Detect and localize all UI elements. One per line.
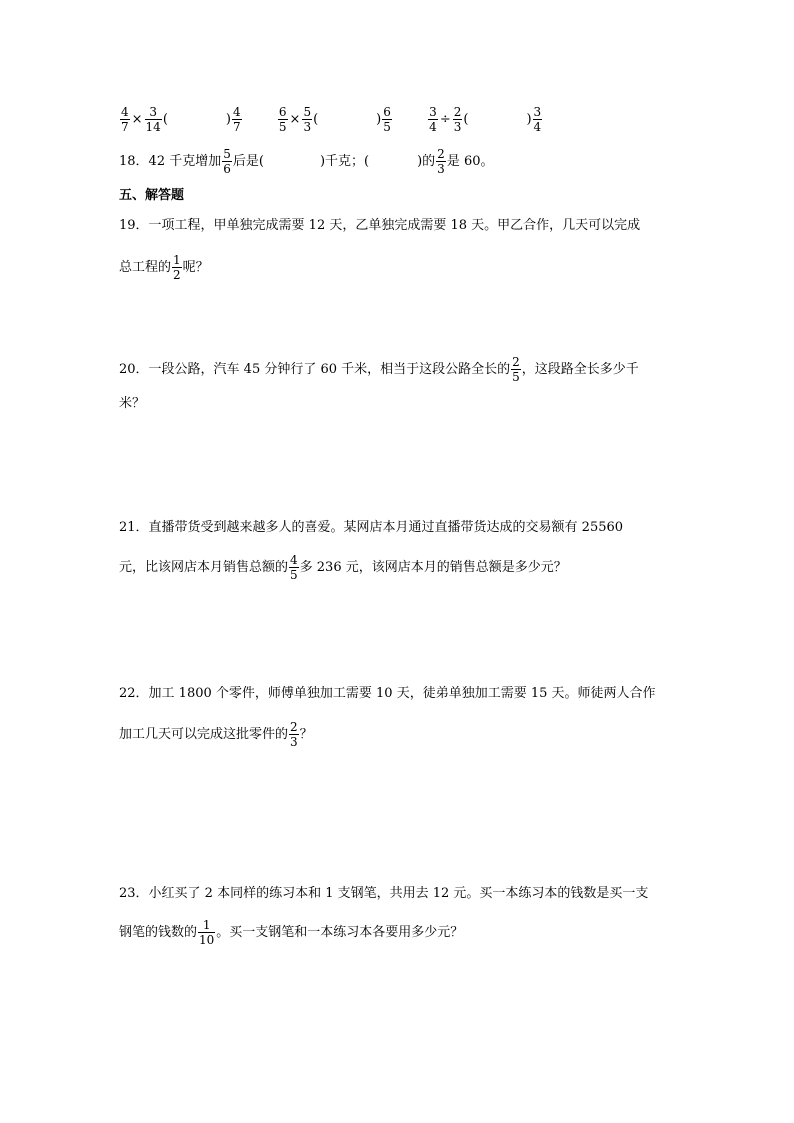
fraction: $\frac{4}{5}$ bbox=[290, 553, 298, 582]
fraction: $\frac{5}{6}$ bbox=[223, 147, 231, 176]
fraction: $\frac{1}{10}$ bbox=[199, 918, 215, 947]
operator: × bbox=[131, 112, 143, 127]
blank-close-paren: ) bbox=[526, 112, 532, 127]
operator: × bbox=[289, 112, 301, 127]
fraction: $\frac{4}{7}$ bbox=[121, 105, 129, 134]
fraction: $\frac{6}{5}$ bbox=[383, 105, 391, 134]
fraction: $\frac{6}{5}$ bbox=[278, 105, 287, 134]
q18-line: 18．42 千克增加 $\frac{5}{6}$ 后是( )千克；( )的 $\frac{2}{3}$ 是 60。 bbox=[119, 147, 494, 176]
fraction: $\frac{1}{2}$ bbox=[173, 253, 181, 282]
fraction: $\frac{2}{3}$ bbox=[453, 105, 462, 134]
q17-comparison-row bbox=[119, 106, 543, 133]
q20-line-1: 20．一段公路，汽车 45 分钟行了 60 千米，相当于这段公路全长的 $\frac{2}{5}$ ，这段路全长多少千 bbox=[119, 355, 639, 384]
fraction: $\frac{4}{7}$ bbox=[232, 105, 241, 134]
q19-line-2: 总工程的 $\frac{1}{2}$ 呢？ bbox=[119, 253, 209, 282]
q20-line-2: 米？ bbox=[119, 396, 146, 411]
blank-open-paren: ( bbox=[463, 112, 469, 127]
blank-close-paren: ) bbox=[225, 112, 231, 127]
fraction: $\frac{2}{3}$ bbox=[437, 147, 445, 176]
q19-line-1: 19．一项工程，甲单独完成需要 12 天，乙单独完成需要 18 天。甲乙合作，几天可以完成 bbox=[119, 218, 641, 233]
fraction: $\frac{3}{4}$ bbox=[533, 105, 542, 134]
blank-close-paren: ) bbox=[376, 112, 382, 127]
q22-line-2: 加工几天可以完成这批零件的 $\frac{2}{3}$ ？ bbox=[119, 720, 313, 749]
q22-line-1: 22．加工 1800 个零件，师傅单独加工需要 10 天，徒弟单独加工需要 15 天。师徒两人合作 bbox=[119, 686, 656, 701]
blank-open-paren: ( bbox=[313, 112, 319, 127]
operator: ÷ bbox=[439, 112, 451, 127]
fraction: $\frac{5}{3}$ bbox=[303, 105, 312, 134]
fraction: $\frac{2}{5}$ bbox=[512, 355, 520, 384]
q21-line-2: 元，比该网店本月销售总额的 $\frac{4}{5}$ 多 236 元，该网店本月的销售总额是多少元？ bbox=[119, 553, 567, 582]
section-heading: 五、解答题 bbox=[119, 188, 185, 203]
q23-line-2: 钢笔的钱数的 $\frac{1}{10}$ 。买一支钢笔和一本练习本各要用多少元？ bbox=[119, 918, 464, 947]
q21-line-1: 21．直播带货受到越来越多人的喜爱。某网店本月通过直播带货达成的交易额有 25560 bbox=[119, 520, 624, 535]
fraction: $\frac{2}{3}$ bbox=[290, 720, 298, 749]
fraction: $\frac{3}{4}$ bbox=[429, 105, 437, 134]
q23-line-1: 23．小红买了 2 本同样的练习本和 1 支钢笔，共用去 12 元。买一本练习本的钱数是买一支 bbox=[119, 886, 649, 901]
blank-open-paren: ( bbox=[162, 112, 168, 127]
fraction: $\frac{3}{14}$ bbox=[145, 105, 161, 134]
